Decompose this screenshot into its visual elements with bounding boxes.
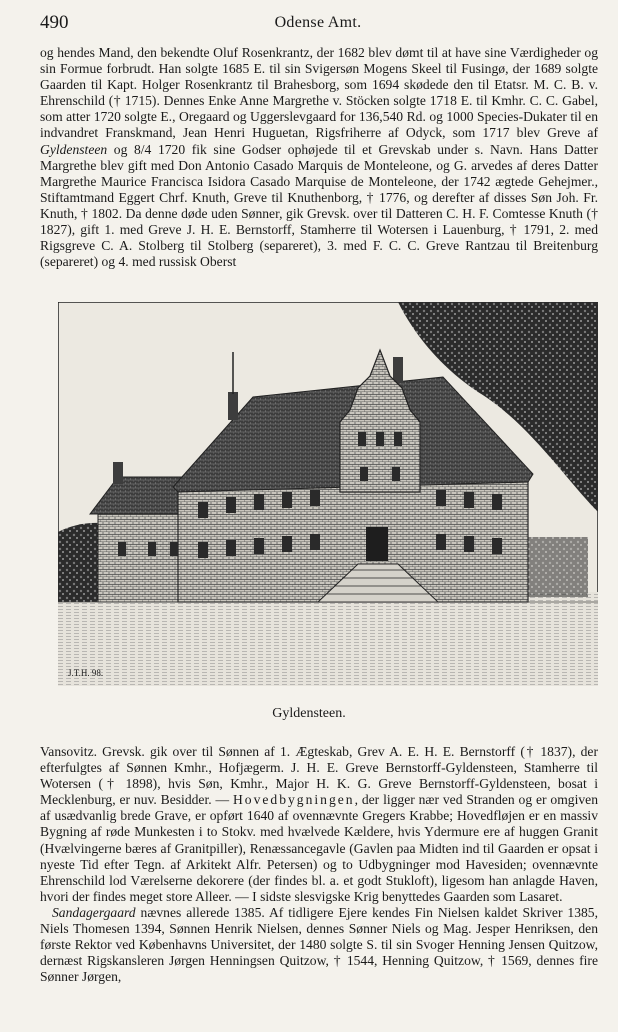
page-header bbox=[40, 12, 596, 34]
bottom-paragraph-2-italic: Sandagergaard bbox=[52, 904, 136, 920]
page-number: 490 bbox=[40, 12, 69, 33]
castle-engraving bbox=[58, 302, 598, 686]
bottom-paragraph-1-part-2: , der ligger nær ved Stranden og er omgiven af usædvanlig brede Grave, er opført 1640 af ovennævnte Gregers Krabbe; Hovedfløjen er en massiv Bygning af røde Munkesten i to Stokv. med hvælvede Kældere, hvis Ydermure ere af huggen Granit (Hvælvingerne bæres af Granitpiller), Renæssancegavle (Gavlen paa Midten ind til Gaarden er opsat i nyeste Tid efter Tegn. af Arkitekt Alfr. Petersen) og to Udbygninger mod Havesiden; ovennævnte Ehrenschild lod Værelserne dekorere (der findes bl. a. et godt Stukloft), ligesom han anlagde Haven, hvori der findes meget store Alleer. — I sidste slesvigske Krig benyttedes Gaarden som Lasaret. bbox=[40, 792, 598, 904]
bottom-text-block bbox=[40, 744, 598, 985]
bottom-paragraph-1 bbox=[40, 744, 598, 905]
running-title: Odense Amt. bbox=[274, 14, 362, 31]
top-paragraph-italic: Gyldensteen bbox=[40, 141, 108, 157]
engraver-signature bbox=[68, 668, 103, 678]
illustration-caption: Gyldensteen. bbox=[272, 706, 346, 721]
top-paragraph-part-1: og hendes Mand, den bekendte Oluf Rosenkrantz, der 1682 blev dømt til at have sine Værdigheder og sin Formue forbrudt. Han solgte 1685 E. til sin Svigersøn Mogens Skeel til Fusingø, der 1689 solgte Gaarden til Kapt. Holger Rosenkrantz til Brahesborg, som 1694 skødede den til Etatsr. M. C. B. v. Ehrenschild († 1715). Dennes Enke Anne Margrethe v. Stöcken solgte 1718 E. til Kmhr. C. C. Gabel, som atter 1720 solgte E., Oregaard og Uggerslevgaard for 136,540 Rd. og 1000 Species-Dukater til en indvandret Franskmand, Jean Henri Huguetan, Rigsfriherre af Odyck, som 1717 blev Greve af bbox=[40, 45, 598, 141]
bottom-paragraph-2-rest: nævnes allerede 1385. Af tidligere Ejere kendes Fin Nielsen kaldet Skriver 1385, Niels Thomesen 1394, Sønnen Henrik Nielsen, dennes Sønner Niels og Mag. Jesper Henriksen, den første Rektor ved Københavns Universitet, der 1480 solgte S. til sin Svoger Henning Jensen Quitzow, dernæst Rigskansleren Jørgen Henningsen Quitzow, † 1544, Henning Quitzow, † 1569, dennes fire Sønner Jørgen, bbox=[40, 904, 598, 985]
bottom-paragraph-2 bbox=[40, 905, 598, 985]
bottom-paragraph-1-part-1: Vansovitz. Grevsk. gik over til Sønnen af 1. Ægteskab, Grev A. E. H. E. Bernstorff († 1837), der efterfulgtes af Sønnen Kmhr., Hofjægerm. J. H. E. Greve Bernstorff-Gyldensteen, Stamherre til Wotersen († 1898), hvis Søn, Kmhr., Major H. K. G. Greve Bernstorff-Gyldensteen, bosat i Mecklenburg, er nuv. Besidder. — bbox=[40, 744, 598, 808]
bottom-paragraph-1-spaced: Hovedbygningen bbox=[232, 792, 355, 808]
top-paragraph bbox=[40, 45, 598, 270]
top-paragraph-part-2: og 8/4 1720 fik sine Godser ophøjede til et Grevskab under s. Navn. Hans Datter Margrethe blev gift med Don Antonio Casado Marquis de Monteleone, og G. arvedes af deres Datter Margrethe Maurice Francisca Isidora Casado Marquise de Monteleone, der 1742 ægtede Gehejmer., Stiftamtmand Eggert Chrf. Knuth, Greve til Knuthenborg, † 1776, og derefter af disses Søn Joh. Fr. Knuth, † 1802. Da denne døde uden Sønner, gik Grevsk. over til Datteren C. H. F. Comtesse Knuth († 1827), gift 1. med Greve J. H. E. Bernstorff, Stamherre til Wotersen i Lauenburg, † 1791, 2. med Rigsgreve C. A. Stolberg til Stolberg (separeret), 3. med F. C. C. Greve Rantzau til Breitenburg (separeret) og 4. med russisk Oberst bbox=[40, 141, 598, 270]
engraver-signature-text: J.T.H. 98. bbox=[68, 668, 104, 678]
top-text-block bbox=[40, 45, 598, 270]
